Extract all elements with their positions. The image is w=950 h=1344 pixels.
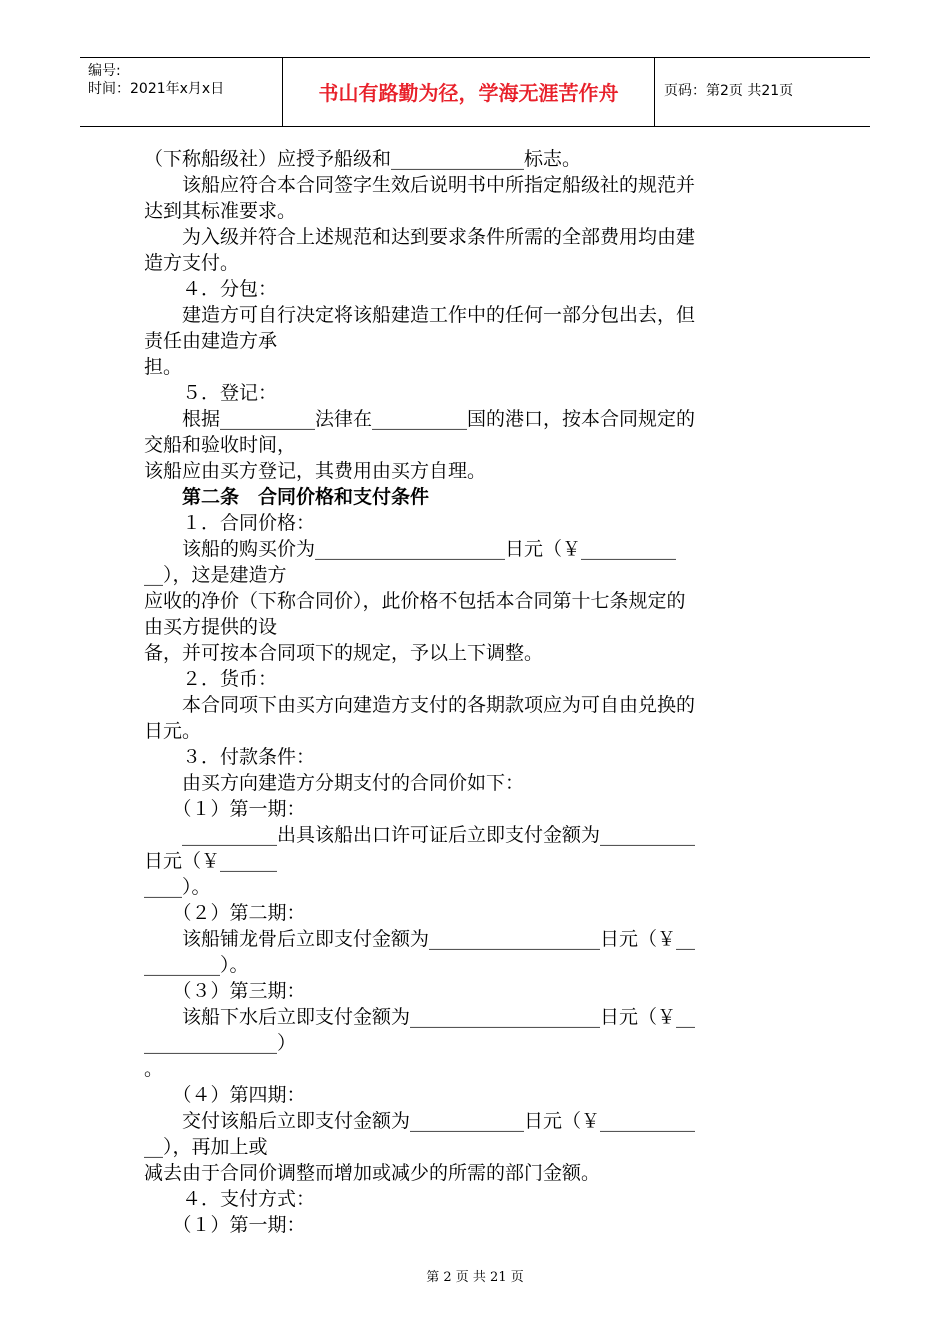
body-line: ________）。 bbox=[144, 954, 249, 976]
page-header bbox=[80, 57, 870, 127]
body-line: 备，并可按本合同项下的规定，予以上下调整。 bbox=[144, 642, 544, 664]
installment-heading: （１）第一期： bbox=[144, 798, 306, 820]
body-line: 减去由于合同价调整而增加或减少的所需的部门金额。 bbox=[144, 1162, 601, 1184]
body-line: 由买方提供的设 bbox=[144, 616, 278, 638]
date-label: 时间：2021年x月x日 bbox=[88, 81, 225, 97]
body-line: __________出具该船出口许可证后立即支付金额为__________ bbox=[144, 824, 696, 846]
body-line: 日元（￥______ bbox=[144, 850, 278, 872]
body-line: 该船下水后立即支付金额为____________________日元（￥__ bbox=[144, 1006, 696, 1028]
body-line: __），再加上或 bbox=[144, 1136, 268, 1158]
installment-heading: （１）第一期： bbox=[144, 1214, 306, 1236]
body-line: （下称船级社）应授予船级和______________标志。 bbox=[144, 148, 582, 170]
body-line: 该船铺龙骨后立即支付金额为__________________日元（￥__ bbox=[144, 928, 696, 950]
installment-heading: （２）第二期： bbox=[144, 902, 306, 924]
doc-number-label: 编号: bbox=[88, 63, 121, 79]
body-line: 应收的净价（下称合同价），此价格不包括本合同第十七条规定的 bbox=[144, 590, 686, 612]
body-line: ____）。 bbox=[144, 876, 211, 898]
body-line: 日元。 bbox=[144, 720, 202, 742]
section-heading: ２．货币： bbox=[144, 668, 278, 690]
header-divider bbox=[654, 58, 655, 126]
section-heading: ３．付款条件： bbox=[144, 746, 316, 768]
body-line: 建造方可自行决定将该船建造工作中的任何一部分包出去，但 bbox=[144, 304, 696, 326]
page-footer: 第 2 页 共 21 页 bbox=[426, 1270, 524, 1285]
body-line: 造方支付。 bbox=[144, 252, 240, 274]
section-heading: ４．支付方式： bbox=[144, 1188, 316, 1210]
body-line: __），这是建造方 bbox=[144, 564, 287, 586]
body-line: 。 bbox=[144, 1058, 164, 1080]
body-line: ______________） bbox=[144, 1032, 297, 1054]
page-indicator: 页码：第2页 共21页 bbox=[664, 83, 794, 99]
header-motto: 书山有路勤为径，学海无涯苦作舟 bbox=[318, 81, 619, 105]
body-line: 由买方向建造方分期支付的合同价如下： bbox=[144, 772, 525, 794]
body-line: 责任由建造方承 bbox=[144, 330, 278, 352]
section-heading: １．合同价格： bbox=[144, 512, 316, 534]
body-line: 该船应由买方登记，其费用由买方自理。 bbox=[144, 460, 487, 482]
section-heading: ５．登记： bbox=[144, 382, 278, 404]
installment-heading: （３）第三期： bbox=[144, 980, 306, 1002]
body-line: 交付该船后立即支付金额为____________日元（￥__________ bbox=[144, 1110, 696, 1132]
body-line: 为入级并符合上述规范和达到要求条件所需的全部费用均由建 bbox=[144, 226, 696, 248]
body-line: 该船应符合本合同签字生效后说明书中所指定船级社的规范并 bbox=[144, 174, 696, 196]
body-line: 该船的购买价为____________________日元（￥__________ bbox=[144, 538, 677, 560]
body-line: 根据__________法律在__________国的港口，按本合同规定的 bbox=[144, 408, 696, 430]
body-line: 达到其标准要求。 bbox=[144, 200, 297, 222]
body-line: 担。 bbox=[144, 356, 183, 378]
body-line: 本合同项下由买方向建造方支付的各期款项应为可自由兑换的 bbox=[144, 694, 696, 716]
header-meta bbox=[88, 62, 224, 98]
installment-heading: （４）第四期： bbox=[144, 1084, 306, 1106]
body-line: 交船和验收时间， bbox=[144, 434, 297, 456]
article-heading: 第二条 合同价格和支付条件 bbox=[144, 486, 430, 508]
section-heading: ４．分包： bbox=[144, 278, 278, 300]
